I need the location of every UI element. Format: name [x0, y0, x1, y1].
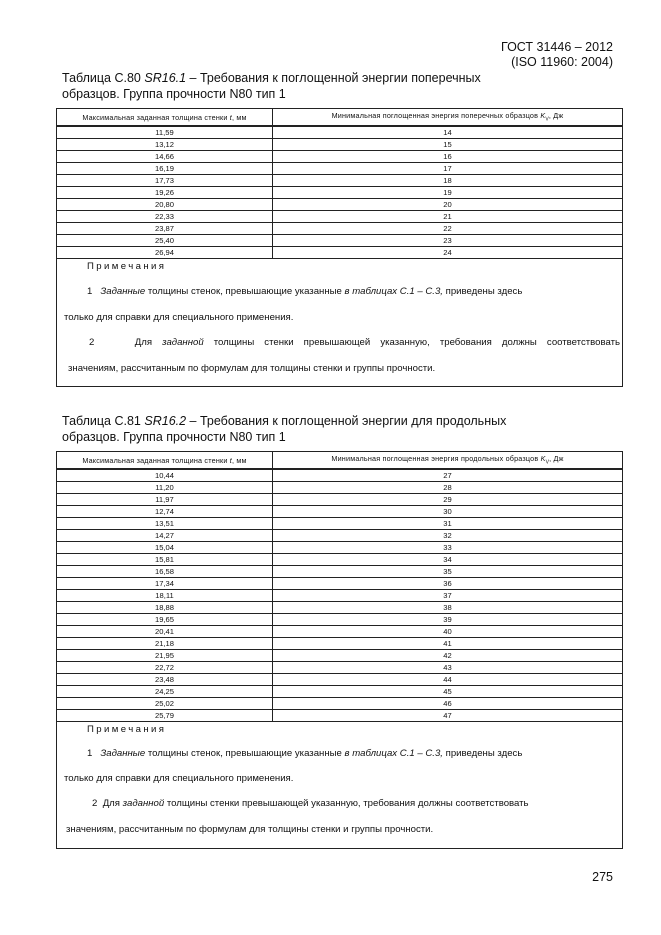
wall-thickness-cell: 19,26: [57, 187, 273, 199]
caption-line2: образцов. Группа прочности N80 тип 1: [62, 430, 286, 444]
table-2-caption: [62, 413, 582, 445]
note-1: 1 Заданные толщины стенок, превышающие указанные в таблицах С.1 – С.3, приведены здесь: [87, 748, 523, 759]
table-row: [57, 126, 623, 139]
note-2-line2: значениям, рассчитанным по формулам для толщины стенки и группы прочности.: [68, 363, 436, 374]
absorbed-energy-cell: 30: [273, 506, 623, 518]
wall-thickness-cell: 25,40: [57, 235, 273, 247]
table-row: [57, 542, 623, 554]
absorbed-energy-cell: 31: [273, 518, 623, 530]
wall-thickness-cell: 14,66: [57, 151, 273, 163]
column-header-energy: Минимальная поглощенная энергия продольных образцов $K_V$, Дж: [273, 452, 623, 470]
absorbed-energy-cell: 38: [273, 602, 623, 614]
wall-thickness-cell: 12,74: [57, 506, 273, 518]
wall-thickness-cell: 20,80: [57, 199, 273, 211]
wall-thickness-cell: 16,19: [57, 163, 273, 175]
notes-row: [57, 259, 623, 387]
table-row: [57, 518, 623, 530]
note-1-line2: только для справки для специального применения.: [64, 773, 294, 784]
table-row: [57, 247, 623, 259]
table-row: [57, 223, 623, 235]
absorbed-energy-cell: 45: [273, 686, 623, 698]
absorbed-energy-cell: 36: [273, 578, 623, 590]
absorbed-energy-cell: 33: [273, 542, 623, 554]
table-row: [57, 650, 623, 662]
table-row: [57, 151, 623, 163]
table-row: [57, 187, 623, 199]
table-row: [57, 686, 623, 698]
wall-thickness-cell: 16,58: [57, 566, 273, 578]
table-row: [57, 506, 623, 518]
note-1: 1 Заданные толщины стенок, превышающие указанные в таблицах С.1 – С.3, приведены здесь: [87, 286, 523, 297]
table-row: [57, 578, 623, 590]
notes-title: Примечания: [87, 261, 167, 272]
absorbed-energy-cell: 37: [273, 590, 623, 602]
table-row: [57, 662, 623, 674]
table-2: [56, 451, 623, 849]
notes-cell: [57, 259, 623, 387]
wall-thickness-cell: 22,33: [57, 211, 273, 223]
wall-thickness-cell: 25,79: [57, 710, 273, 722]
absorbed-energy-cell: 32: [273, 530, 623, 542]
absorbed-energy-cell: 44: [273, 674, 623, 686]
absorbed-energy-cell: 43: [273, 662, 623, 674]
wall-thickness-cell: 23,87: [57, 223, 273, 235]
wall-thickness-cell: 24,25: [57, 686, 273, 698]
iso-reference: (ISO 11960: 2004): [511, 55, 613, 69]
absorbed-energy-cell: 23: [273, 235, 623, 247]
absorbed-energy-cell: 17: [273, 163, 623, 175]
table-row: [57, 590, 623, 602]
standard-number: ГОСТ 31446 – 2012: [501, 40, 613, 54]
absorbed-energy-cell: 14: [273, 126, 623, 139]
wall-thickness-cell: 14,27: [57, 530, 273, 542]
absorbed-energy-cell: 24: [273, 247, 623, 259]
wall-thickness-cell: 20,41: [57, 626, 273, 638]
absorbed-energy-cell: 22: [273, 223, 623, 235]
column-header-energy: Минимальная поглощенная энергия поперечных образцов $K_V$, Дж: [273, 109, 623, 127]
table-1-caption: [62, 70, 582, 102]
page-number: 275: [592, 870, 613, 884]
absorbed-energy-cell: 46: [273, 698, 623, 710]
wall-thickness-cell: 25,02: [57, 698, 273, 710]
wall-thickness-cell: 15,04: [57, 542, 273, 554]
table-row: [57, 698, 623, 710]
note-2: 2 Для заданной толщины стенки превышающей указанную, требования должны соответствовать: [89, 337, 620, 348]
absorbed-energy-cell: 47: [273, 710, 623, 722]
table-row: [57, 710, 623, 722]
absorbed-energy-cell: 20: [273, 199, 623, 211]
absorbed-energy-cell: 35: [273, 566, 623, 578]
table-row: [57, 638, 623, 650]
absorbed-energy-cell: 40: [273, 626, 623, 638]
wall-thickness-cell: 21,18: [57, 638, 273, 650]
note-1-line2: только для справки для специального применения.: [64, 312, 294, 323]
absorbed-energy-cell: 15: [273, 139, 623, 151]
caption-prefix: Таблица С.81: [62, 414, 145, 428]
table-header-row: [57, 452, 623, 470]
table-row: [57, 199, 623, 211]
table-row: [57, 139, 623, 151]
note-2: 2 Для заданной толщины стенки превышающей указанную, требования должны соответствовать: [92, 798, 529, 809]
absorbed-energy-cell: 42: [273, 650, 623, 662]
wall-thickness-cell: 17,73: [57, 175, 273, 187]
table-row: [57, 235, 623, 247]
absorbed-energy-cell: 21: [273, 211, 623, 223]
wall-thickness-cell: 18,88: [57, 602, 273, 614]
wall-thickness-cell: 11,97: [57, 494, 273, 506]
wall-thickness-cell: 22,72: [57, 662, 273, 674]
wall-thickness-cell: 21,95: [57, 650, 273, 662]
table-row: [57, 211, 623, 223]
wall-thickness-cell: 15,81: [57, 554, 273, 566]
column-header-thickness: Максимальная заданная толщина стенки t, мм: [57, 109, 273, 127]
absorbed-energy-cell: 28: [273, 482, 623, 494]
notes-row: [57, 722, 623, 849]
absorbed-energy-cell: 41: [273, 638, 623, 650]
absorbed-energy-cell: 27: [273, 469, 623, 482]
table-row: [57, 494, 623, 506]
table-row: [57, 482, 623, 494]
absorbed-energy-cell: 18: [273, 175, 623, 187]
wall-thickness-cell: 17,34: [57, 578, 273, 590]
absorbed-energy-cell: 34: [273, 554, 623, 566]
table-row: [57, 175, 623, 187]
caption-prefix: Таблица С.80: [62, 71, 145, 85]
wall-thickness-cell: 11,20: [57, 482, 273, 494]
table-row: [57, 614, 623, 626]
caption-line2: образцов. Группа прочности N80 тип 1: [62, 87, 286, 101]
wall-thickness-cell: 19,65: [57, 614, 273, 626]
absorbed-energy-cell: 19: [273, 187, 623, 199]
wall-thickness-cell: 13,12: [57, 139, 273, 151]
notes-cell: [57, 722, 623, 849]
wall-thickness-cell: 10,44: [57, 469, 273, 482]
caption-code: SR16.1: [144, 71, 187, 85]
table-row: [57, 674, 623, 686]
notes-title: Примечания: [87, 724, 167, 735]
table-row: [57, 566, 623, 578]
table-header-row: [57, 109, 623, 127]
table-row: [57, 530, 623, 542]
table-row: [57, 626, 623, 638]
wall-thickness-cell: 13,51: [57, 518, 273, 530]
absorbed-energy-cell: 39: [273, 614, 623, 626]
table-row: [57, 602, 623, 614]
document-header: [501, 40, 613, 70]
caption-rest: – Требования к поглощенной энергии для продольных: [186, 414, 507, 428]
wall-thickness-cell: 11,59: [57, 126, 273, 139]
note-2-line2: значениям, рассчитанным по формулам для толщины стенки и группы прочности.: [66, 824, 434, 835]
table-row: [57, 469, 623, 482]
caption-code: SR16.2: [144, 414, 187, 428]
table-row: [57, 163, 623, 175]
table-1: [56, 108, 623, 387]
wall-thickness-cell: 18,11: [57, 590, 273, 602]
caption-rest: – Требования к поглощенной энергии поперечных: [186, 71, 481, 85]
absorbed-energy-cell: 29: [273, 494, 623, 506]
absorbed-energy-cell: 16: [273, 151, 623, 163]
column-header-thickness: Максимальная заданная толщина стенки t, мм: [57, 452, 273, 470]
wall-thickness-cell: 26,94: [57, 247, 273, 259]
table-row: [57, 554, 623, 566]
wall-thickness-cell: 23,48: [57, 674, 273, 686]
